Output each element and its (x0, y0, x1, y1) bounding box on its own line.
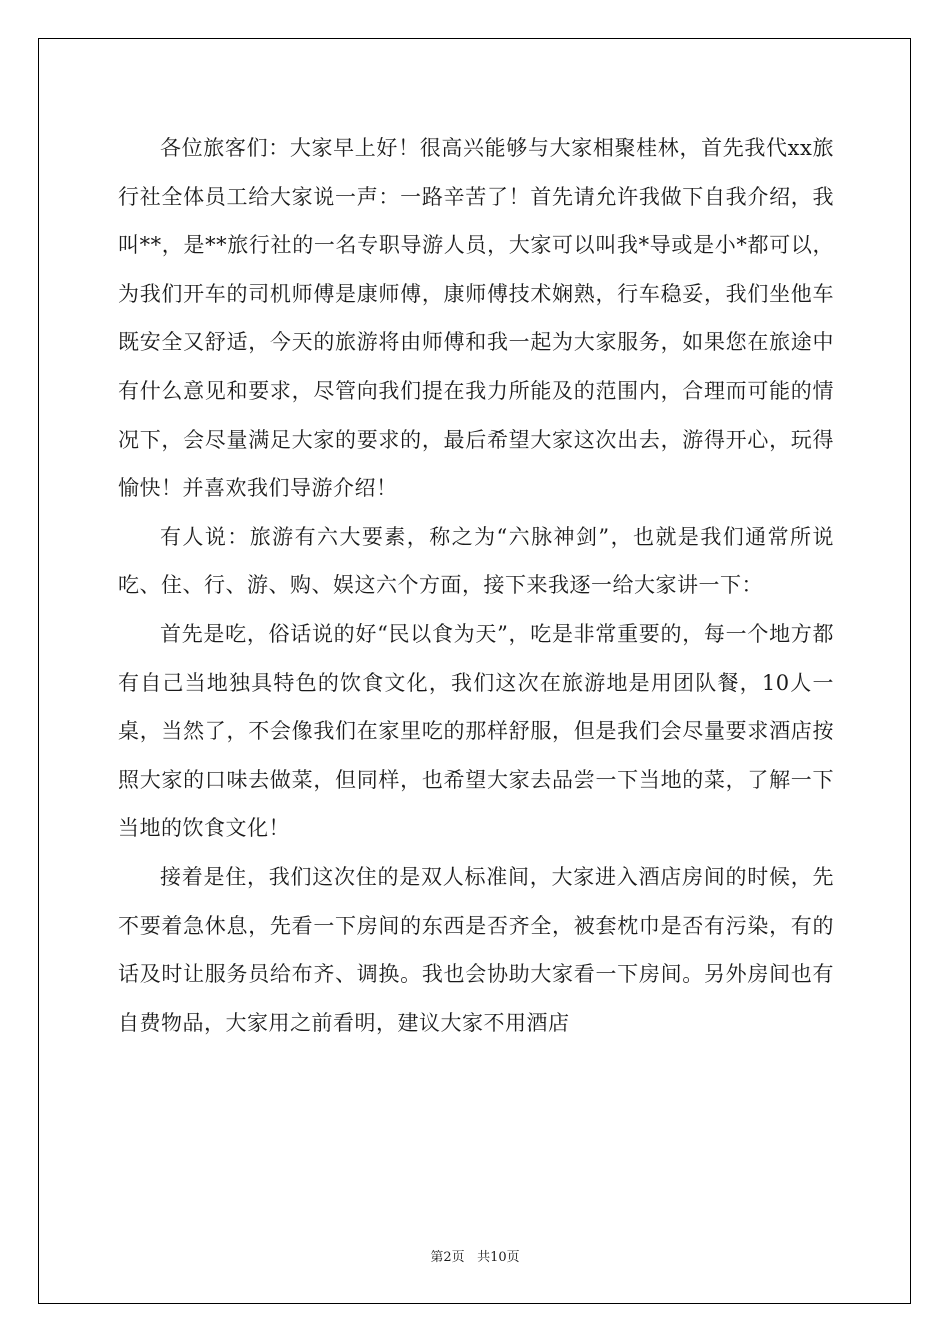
total-pages: 共10页 (477, 1250, 520, 1265)
paragraph-lodging: 接着是住，我们这次住的是双人标准间，大家进入酒店房间的时候，先不要着急休息，先看一下房间的东西是否齐全，被套枕巾是否有污染，有的话及时让服务员给布齐、调换。我也会协助大家看一下房间。另外房间也有自费物品，大家用之前看明，建议大家不用酒店 (118, 864, 834, 1035)
paragraph-food: 首先是吃，俗话说的好“民以食为天”，吃是非常重要的，每一个地方都有自己当地独具特色的饮食文化，我们这次在旅游地是用团队餐，10人一桌，当然了，不会像我们在家里吃的那样舒服，但是我们会尽量要求酒店按照大家的口味去做菜，但同样，也希望大家去品尝一下当地的菜，了解一下当地的饮食文化！ (118, 621, 834, 841)
page-footer (0, 1246, 950, 1265)
page-number: 第2页 (430, 1250, 465, 1265)
paragraph-six-elements: 有人说：旅游有六大要素，称之为“六脉神剑”，也就是我们通常所说吃、住、行、游、购、娱这六个方面，接下来我逐一给大家讲一下： (118, 524, 834, 598)
paragraph-greeting: 各位旅客们：大家早上好！很高兴能够与大家相聚桂林，首先我代xx旅行社全体员工给大家说一声：一路辛苦了！首先请允许我做下自我介绍，我叫**，是**旅行社的一名专职导游人员，大家可以叫我*导或是小*都可以，为我们开车的司机师傅是康师傅，康师傅技术娴熟，行车稳妥，我们坐他车既安全又舒适，今天的旅游将由师傅和我一起为大家服务，如果您在旅途中有什么意见和要求，尽管向我们提在我力所能及的范围内，合理而可能的情况下，会尽量满足大家的要求的，最后希望大家这次出去，游得开心，玩得愉快！并喜欢我们导游介绍！ (118, 136, 834, 501)
document-body (118, 124, 834, 1047)
